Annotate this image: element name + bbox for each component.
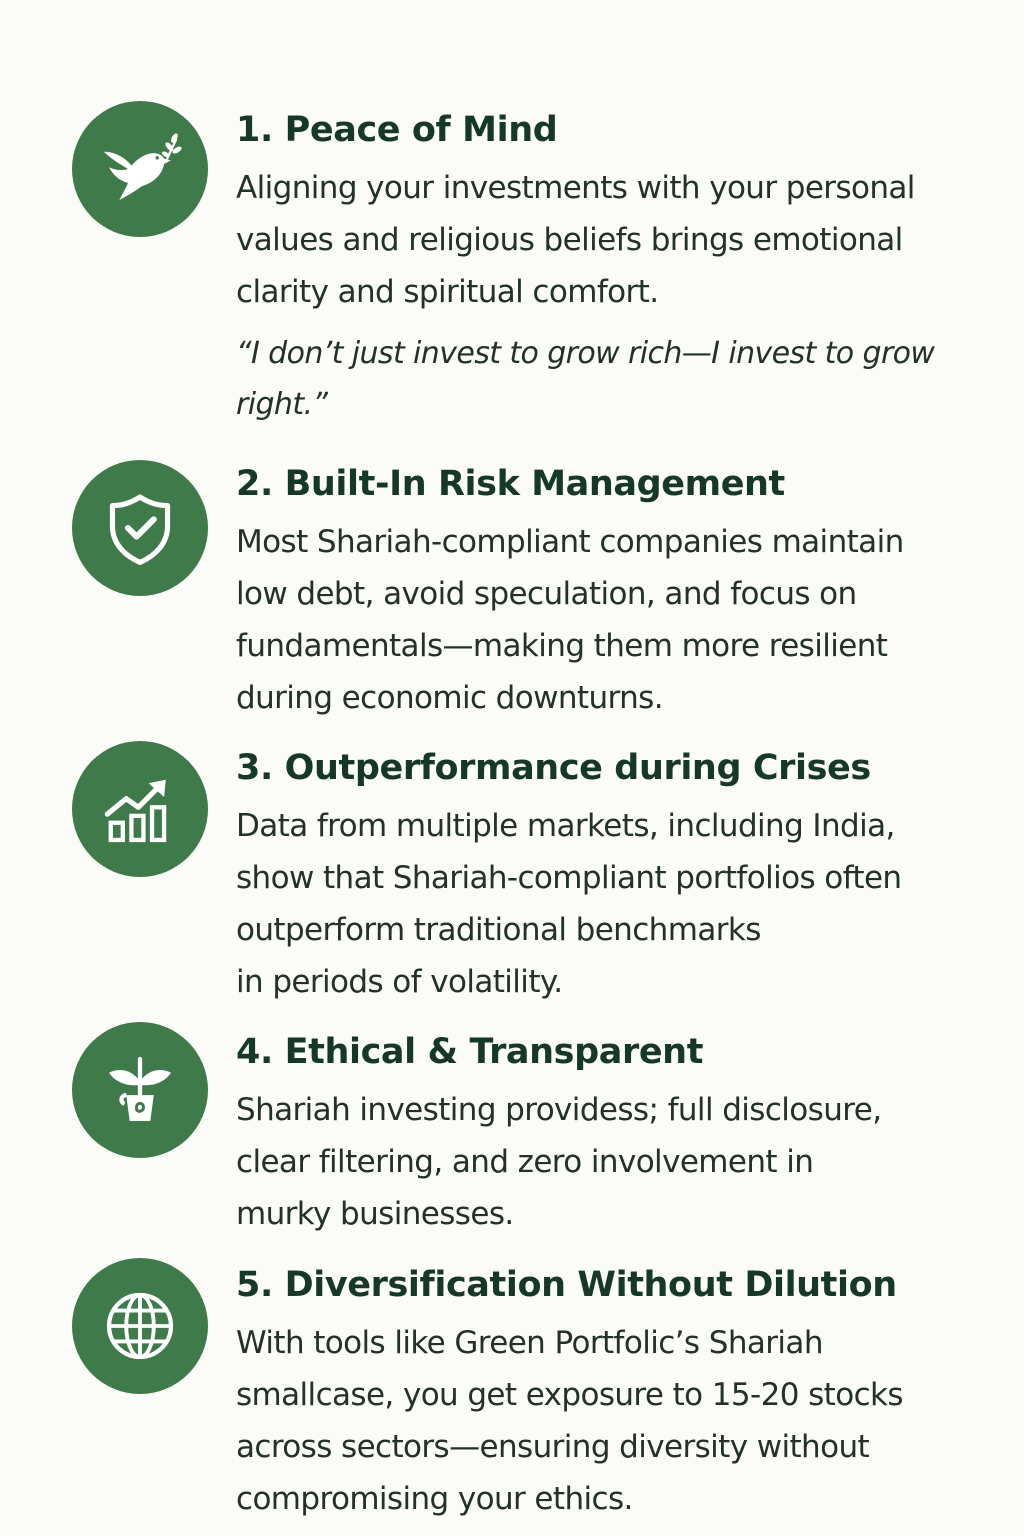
benefit-text-block [236,746,1006,1008]
description-line: murky businesses. [236,1196,514,1232]
description-line: With tools like Green Portfolic’s Shariah [236,1325,823,1361]
benefit-description [236,162,1006,318]
benefit-text-block [236,108,1006,430]
description-line: clear filtering, and zero involvement in [236,1144,814,1180]
benefit-description [236,800,1006,1008]
description-line: in periods of volatility. [236,964,563,1000]
benefit-quote [236,328,1006,430]
description-line: outperform traditional benchmarks [236,912,761,948]
benefit-text-block [236,462,1006,724]
description-line: during economic downturns. [236,680,663,716]
description-line: smallcase, you get exposure to 15-20 stocks [236,1377,903,1413]
description-line: Most Shariah-compliant companies maintain [236,524,904,560]
description-line: Data from multiple markets, including India, [236,808,895,844]
benefit-text-block [236,1263,1006,1525]
benefit-title: 5. Diversification Without Dilution [236,1265,897,1305]
quote-line: “I don’t just invest to grow rich—I invest to grow [236,336,935,371]
shield-check-icon [72,460,208,596]
benefit-title: 3. Outperformance during Crises [236,748,871,788]
description-line: values and religious beliefs brings emotional [236,222,903,258]
growth-chart-icon [72,741,208,877]
description-line: show that Shariah-compliant portfolios often [236,860,902,896]
plant-sprout-icon [72,1022,208,1158]
description-line: low debt, avoid speculation, and focus on [236,576,857,612]
benefit-title: 4. Ethical & Transparent [236,1032,704,1072]
dove-with-olive-branch-icon [72,101,208,237]
benefit-title: 1. Peace of Mind [236,110,558,150]
benefit-title: 2. Built-In Risk Management [236,464,785,504]
description-line: clarity and spiritual comfort. [236,274,659,310]
quote-line: right.” [236,387,328,422]
benefit-description [236,516,1006,724]
description-line: compromising your ethics. [236,1481,633,1517]
description-line: Shariah investing providess; full disclosure, [236,1092,882,1128]
description-line: fundamentals—making them more resilient [236,628,888,664]
description-line: Aligning your investments with your personal [236,170,915,206]
benefit-description [236,1084,1006,1240]
benefit-description [236,1317,1006,1525]
benefit-text-block [236,1030,1006,1240]
description-line: across sectors—ensuring diversity without [236,1429,870,1465]
globe-icon [72,1258,208,1394]
